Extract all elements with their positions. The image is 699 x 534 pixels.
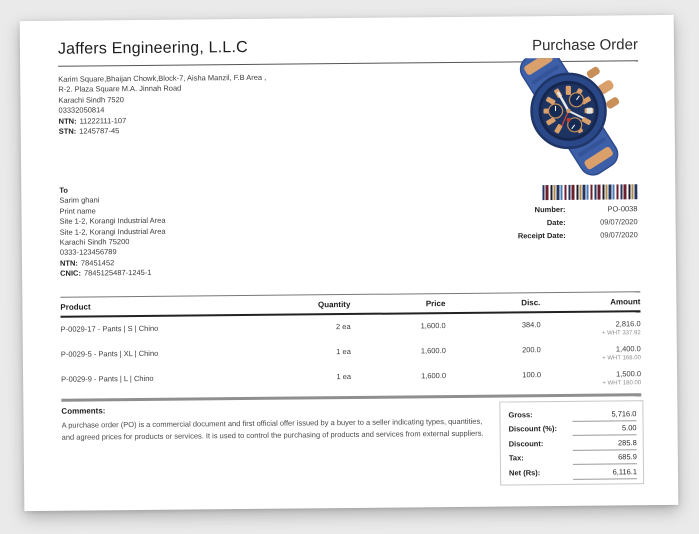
company-phone: 03332050814 (58, 105, 105, 115)
receipt-date-row (442, 228, 638, 243)
gross-value: 5,716.0 (572, 409, 636, 422)
company-address-line-3: Karachi Sindh 7520 (58, 94, 124, 105)
tax-label: Tax: (508, 453, 524, 463)
recipient-name: Sarim ghani (59, 195, 100, 206)
totals-row-gross (508, 406, 636, 422)
recipient-ntn-label: NTN: (59, 258, 78, 268)
totals-row-discount (509, 435, 637, 451)
cell-amount (541, 344, 641, 363)
amount-wht-note: + WHT 337.92 (601, 330, 641, 337)
recipient-address-line-1: Site 1-2, Korangi Industrial Area (59, 215, 166, 226)
company-address-block (58, 73, 267, 137)
receipt-date-label: Receipt Date: (517, 230, 566, 241)
product-image-watch (502, 57, 643, 184)
cell-amount (541, 319, 641, 338)
recipient-cnic-row (60, 268, 166, 279)
recipient-print-name: Print name (59, 206, 96, 216)
header-amount: Amount (610, 297, 641, 307)
cell-price: 1,600.0 (420, 321, 446, 331)
cell-disc: 384.0 (521, 320, 541, 330)
purchase-order-page (20, 15, 679, 511)
net-value: 6,116.1 (573, 467, 637, 480)
recipient-address-block (59, 185, 166, 280)
amount-value: 2,816.0 (615, 319, 641, 329)
header-disc: Disc. (521, 298, 541, 308)
recipient-phone: 0333-123456789 (59, 247, 117, 258)
amount-wht-note: + WHT 180.00 (602, 380, 642, 387)
company-stn-value: 1245787-45 (79, 126, 120, 136)
order-date-value: 09/07/2020 (600, 217, 638, 227)
cell-product: P-0029-17 - Pants | S | Chino (60, 323, 159, 334)
order-meta-block (441, 202, 637, 243)
cell-quantity: 2 ea (335, 321, 351, 332)
cell-amount (541, 369, 641, 388)
company-name: Jaffers Engineering, L.L.C (57, 38, 248, 58)
amount-value: 1,500.0 (616, 369, 642, 379)
receipt-date-value: 09/07/2020 (600, 230, 638, 240)
header-price: Price (425, 299, 446, 309)
watch-illustration (502, 57, 643, 184)
company-ntn-label: NTN: (58, 116, 77, 126)
company-stn-label: STN: (58, 126, 77, 136)
amount-value: 1,400.0 (615, 344, 641, 354)
cell-product: P-0029-5 - Pants | XL | Chino (60, 348, 159, 359)
comments-section (61, 403, 485, 444)
order-date-label: Date: (546, 217, 566, 228)
amount-wht-note: + WHT 168.00 (602, 355, 641, 362)
cell-price: 1,600.0 (421, 371, 447, 381)
recipient-to-label: To (59, 185, 68, 195)
totals-box (499, 400, 644, 485)
tax-value: 685.9 (573, 453, 637, 466)
barcode (542, 184, 637, 200)
company-stn-row (59, 125, 267, 137)
cell-quantity: 1 ea (336, 346, 351, 357)
cell-disc: 100.0 (522, 370, 542, 380)
totals-row-net (509, 465, 637, 481)
totals-row-discount-percent (509, 421, 637, 437)
cell-product: P-0029-9 - Pants | L | Chino (61, 373, 154, 384)
discount-label: Discount: (508, 438, 544, 449)
document-title: Purchase Order (531, 36, 638, 55)
net-label: Net (Rs): (508, 468, 541, 478)
discount-value: 285.8 (573, 438, 637, 451)
order-number-label: Number: (534, 204, 566, 215)
recipient-cnic-label: CNIC: (60, 268, 81, 279)
company-address-line-1: Karim Square,Bhaijan Chowk,Block-7, Aisha Manzil, F.B Area , (58, 72, 267, 84)
recipient-address-line-3: Karachi Sindh 75200 (59, 237, 130, 247)
gross-label: Gross: (508, 409, 533, 420)
totals-row-tax (509, 450, 637, 466)
recipient-address-line-2: Site 1-2, Korangi Industrial Area (59, 226, 166, 237)
comments-label: Comments: (61, 406, 106, 416)
items-table-body (61, 312, 642, 402)
company-address-line-2: R-2. Plaza Square M.A. Jinnah Road (58, 84, 182, 95)
comments-text: A purchase order (PO) is a commercial document and first official offer issued by a buyer to a seller indicating types, quantities, and agreed prices for products or services. It is used to control the purchasing of products and services from external suppliers. (61, 416, 484, 442)
recipient-ntn-value: 78451452 (80, 258, 115, 268)
order-number-value: PO-0038 (607, 204, 638, 214)
cell-price: 1,600.0 (420, 346, 446, 356)
company-ntn-value: 11222111-107 (79, 115, 127, 126)
header-product: Product (60, 302, 91, 312)
cell-quantity: 1 ea (336, 371, 352, 382)
discount-percent-label: Discount (%): (508, 424, 557, 434)
header-quantity: Quantity (317, 299, 351, 310)
discount-percent-value: 5.00 (573, 423, 637, 436)
cell-disc: 200.0 (522, 345, 541, 355)
recipient-cnic-value: 7845125487-1245-1 (83, 268, 152, 278)
items-table (60, 291, 641, 402)
